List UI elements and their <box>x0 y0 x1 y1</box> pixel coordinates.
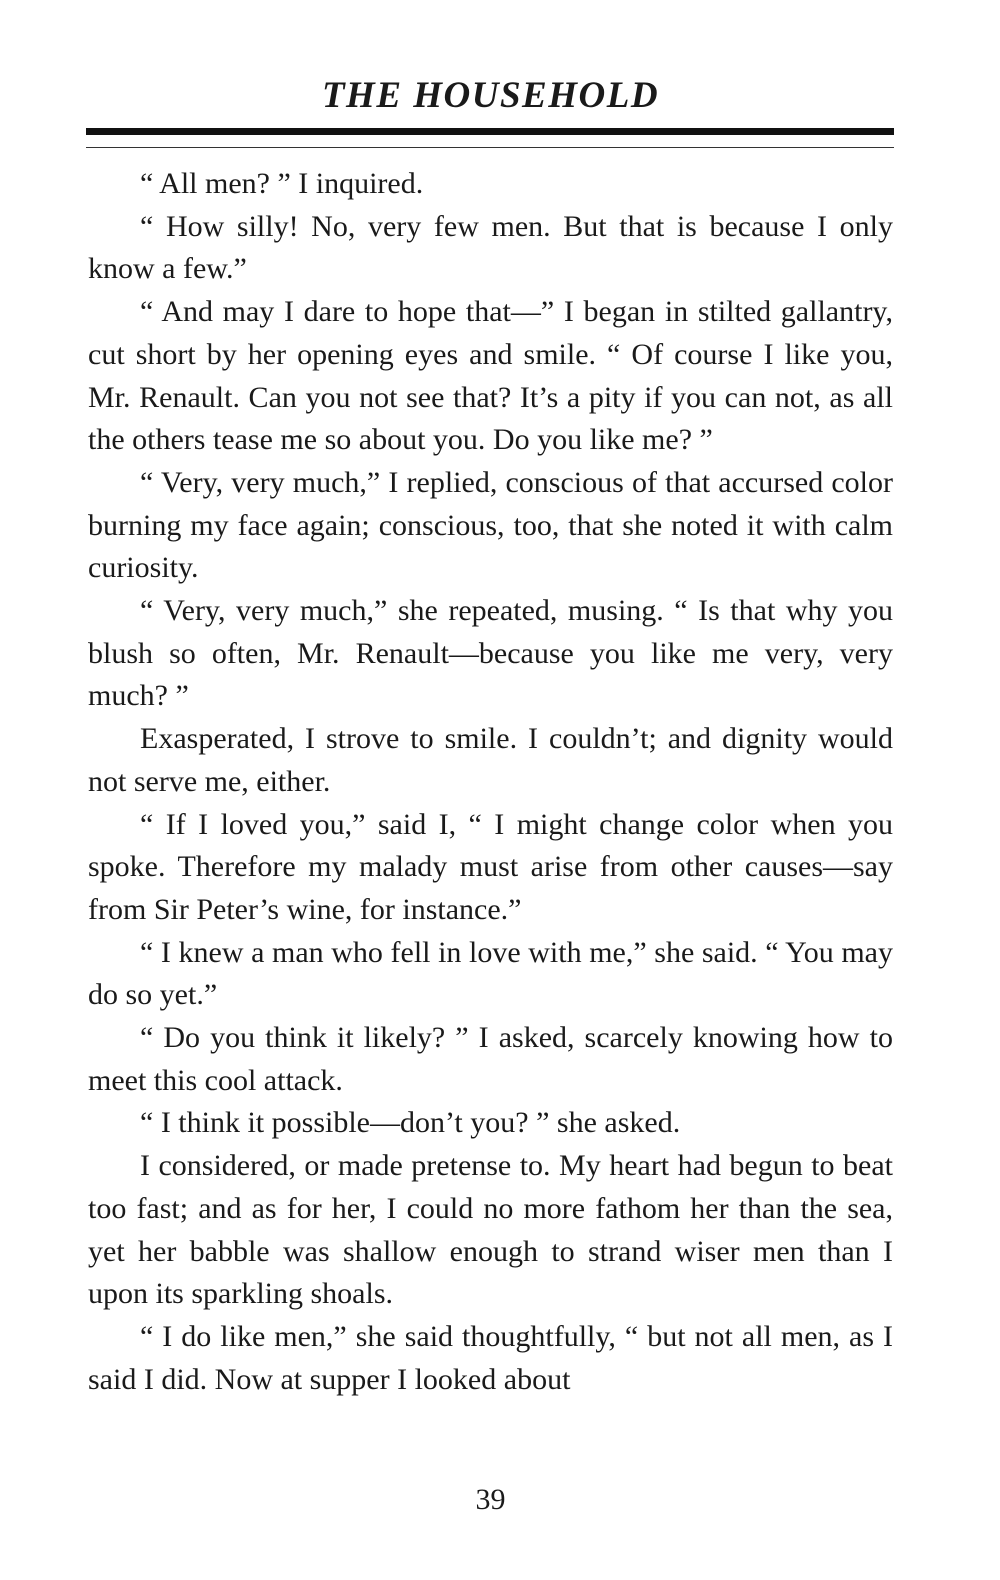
paragraph: I considered, or made pretense to. My heart had begun to beat too fast; and as for her, I could no more fathom her than the sea, yet her babble was shallow enough to strand wiser men than I upon its sparkling shoals. <box>88 1149 893 1311</box>
paragraph: “ I do like men,” she said thoughtfully, “ but not all men, as I said I did. Now at supper I looked about <box>88 1319 893 1396</box>
header-rule-thin <box>86 147 894 148</box>
paragraph: “ And may I dare to hope that—” I began in stilted gallantry, cut short by her opening eyes and smile. “ Of course I like you, Mr. Renault. Can you not see that? It’s a pity if you can not, as all the others tease me so about you. Do you like me? ” <box>88 295 893 457</box>
paragraph: “ I knew a man who fell in love with me,” she said. “ You may do so yet.” <box>88 935 893 1012</box>
paragraph: “ Very, very much,” I replied, conscious of that accursed color burning my face again; conscious, too, that she noted it with calm curiosity. <box>88 465 893 585</box>
running-title: THE HOUSEHOLD <box>321 75 660 116</box>
paragraph: “ I think it possible—don’t you? ” she asked. <box>140 1106 681 1140</box>
paragraph: “ Do you think it likely? ” I asked, scarcely knowing how to meet this cool attack. <box>88 1021 893 1097</box>
page-number: 39 <box>475 1483 506 1516</box>
body-text <box>88 163 893 1401</box>
header-rule-thick <box>86 128 894 135</box>
paragraph: “ Very, very much,” she repeated, musing. “ Is that why you blush so often, Mr. Renault—because you like me very, very much? ” <box>88 594 893 713</box>
paragraph: Exasperated, I strove to smile. I couldn’t; and dignity would not serve me, either. <box>88 722 893 798</box>
paragraph: “ If I loved you,” said I, “ I might change color when you spoke. Therefore my malady must arise from other causes—say from Sir Peter’s wine, for instance.” <box>88 807 893 926</box>
paragraph: “ All men? ” I inquired. <box>140 167 424 200</box>
paragraph: “ How silly! No, very few men. But that is because I only know a few.” <box>88 209 893 286</box>
